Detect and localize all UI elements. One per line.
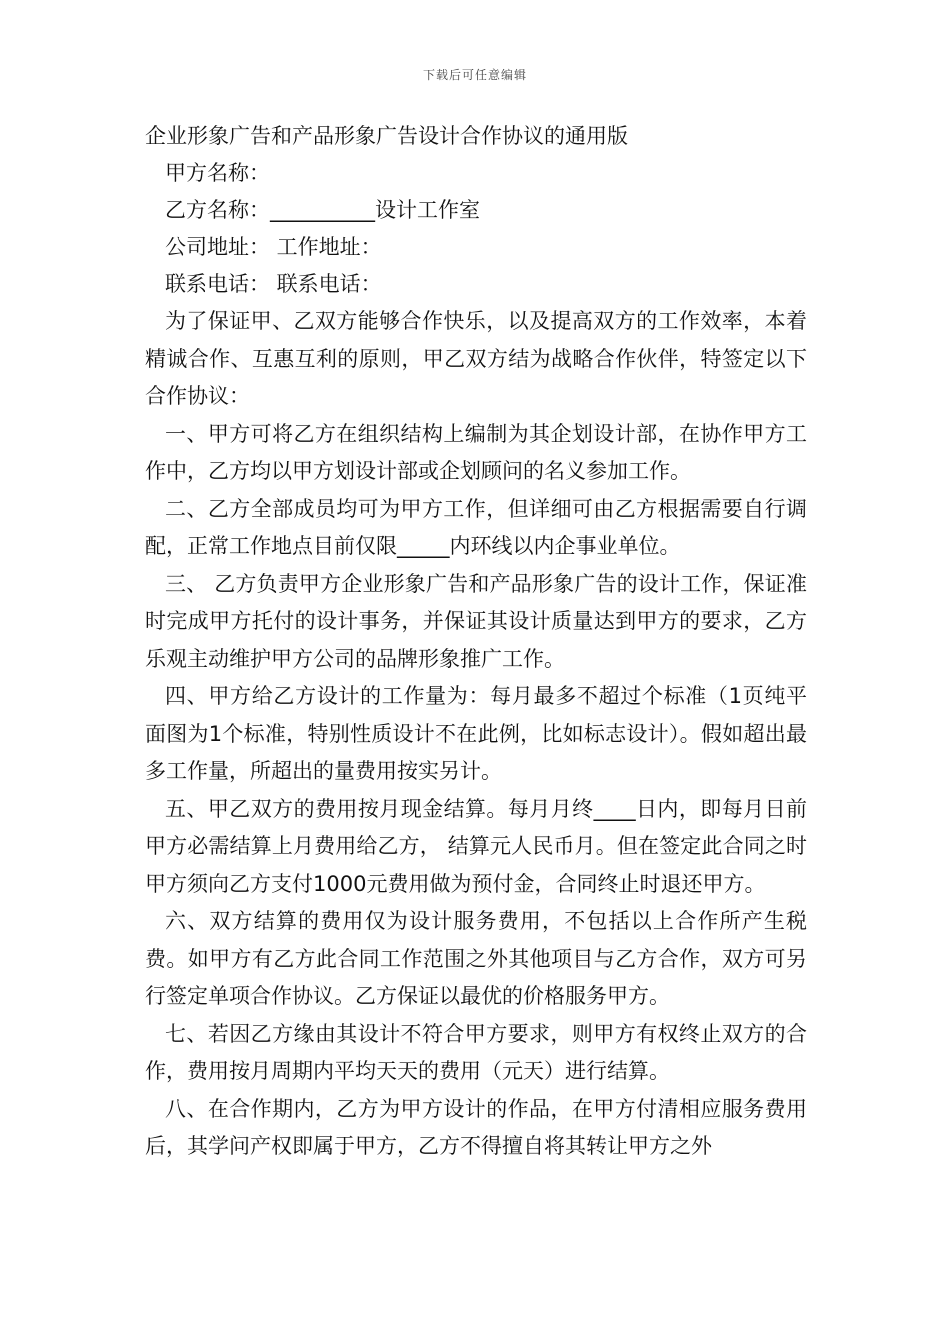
clause-1: 一、甲方可将乙方在组织结构上编制为其企划设计部，在协作甲方工作中，乙方均以甲方划设计部或企划顾问的名义参加工作。 <box>145 421 807 483</box>
clause-8: 八、在合作期内，乙方为甲方设计的作品，在甲方付清相应服务费用后，其学问产权即属于甲方，乙方不得擅自将其转让甲方之外 <box>145 1096 807 1158</box>
company-address: 公司地址： 工作地址： <box>165 235 382 259</box>
clause-6: 六、双方结算的费用仅为设计服务费用，不包括以上合作所产生税费。如甲方有乙方此合同工作范围之外其他项目与乙方合作，双方可另行签定单项合作协议。乙方保证以最优的价格服务甲方。 <box>145 909 807 1008</box>
intro-paragraph: 为了保证甲、乙双方能够合作快乐，以及提高双方的工作效率，本着精诚合作、互惠互利的原则，甲乙双方结为战略合作伙伴，特签定以下合作协议： <box>145 309 807 408</box>
clause-2: 二、乙方全部成员均可为甲方工作，但详细可由乙方根据需要自行调配，正常工作地点目前仅限_____内环线以内企事业单位。 <box>145 496 807 558</box>
header-note: 下载后可任意编辑 <box>422 68 527 82</box>
contact-phone: 联系电话： 联系电话： <box>165 272 382 296</box>
clause-7: 七、若因乙方缘由其设计不符合甲方要求，则甲方有权终止双方的合作，费用按月周期内平均天天的费用（元天）进行结算。 <box>145 1021 807 1083</box>
clause-5: 五、甲乙双方的费用按月现金结算。每月月终____日内，即每月日前甲方必需结算上月费用给乙方， 结算元人民币月。但在签定此合同之时甲方须向乙方支付1000元费用做为预付金，合同终止时退还甲方。 <box>145 796 807 896</box>
document-body <box>145 118 807 1166</box>
document-title: 企业形象广告和产品形象广告设计合作协议的通用版 <box>145 124 628 148</box>
clause-4: 四、甲方给乙方设计的工作量为：每月最多不超过个标准（1页纯平面图为1个标准，特别性质设计不在此例，比如标志设计）。假如超出最多工作量，所超出的量费用按实另计。 <box>145 684 807 783</box>
clause-3: 三、 乙方负责甲方企业形象广告和产品形象广告的设计工作，保证准时完成甲方托付的设计事务，并保证其设计质量达到甲方的要求，乙方乐观主动维护甲方公司的品牌形象推广工作。 <box>145 571 807 671</box>
party-a-name: 甲方名称： <box>165 161 270 185</box>
party-b-name: 乙方名称：__________设计工作室 <box>165 198 480 222</box>
